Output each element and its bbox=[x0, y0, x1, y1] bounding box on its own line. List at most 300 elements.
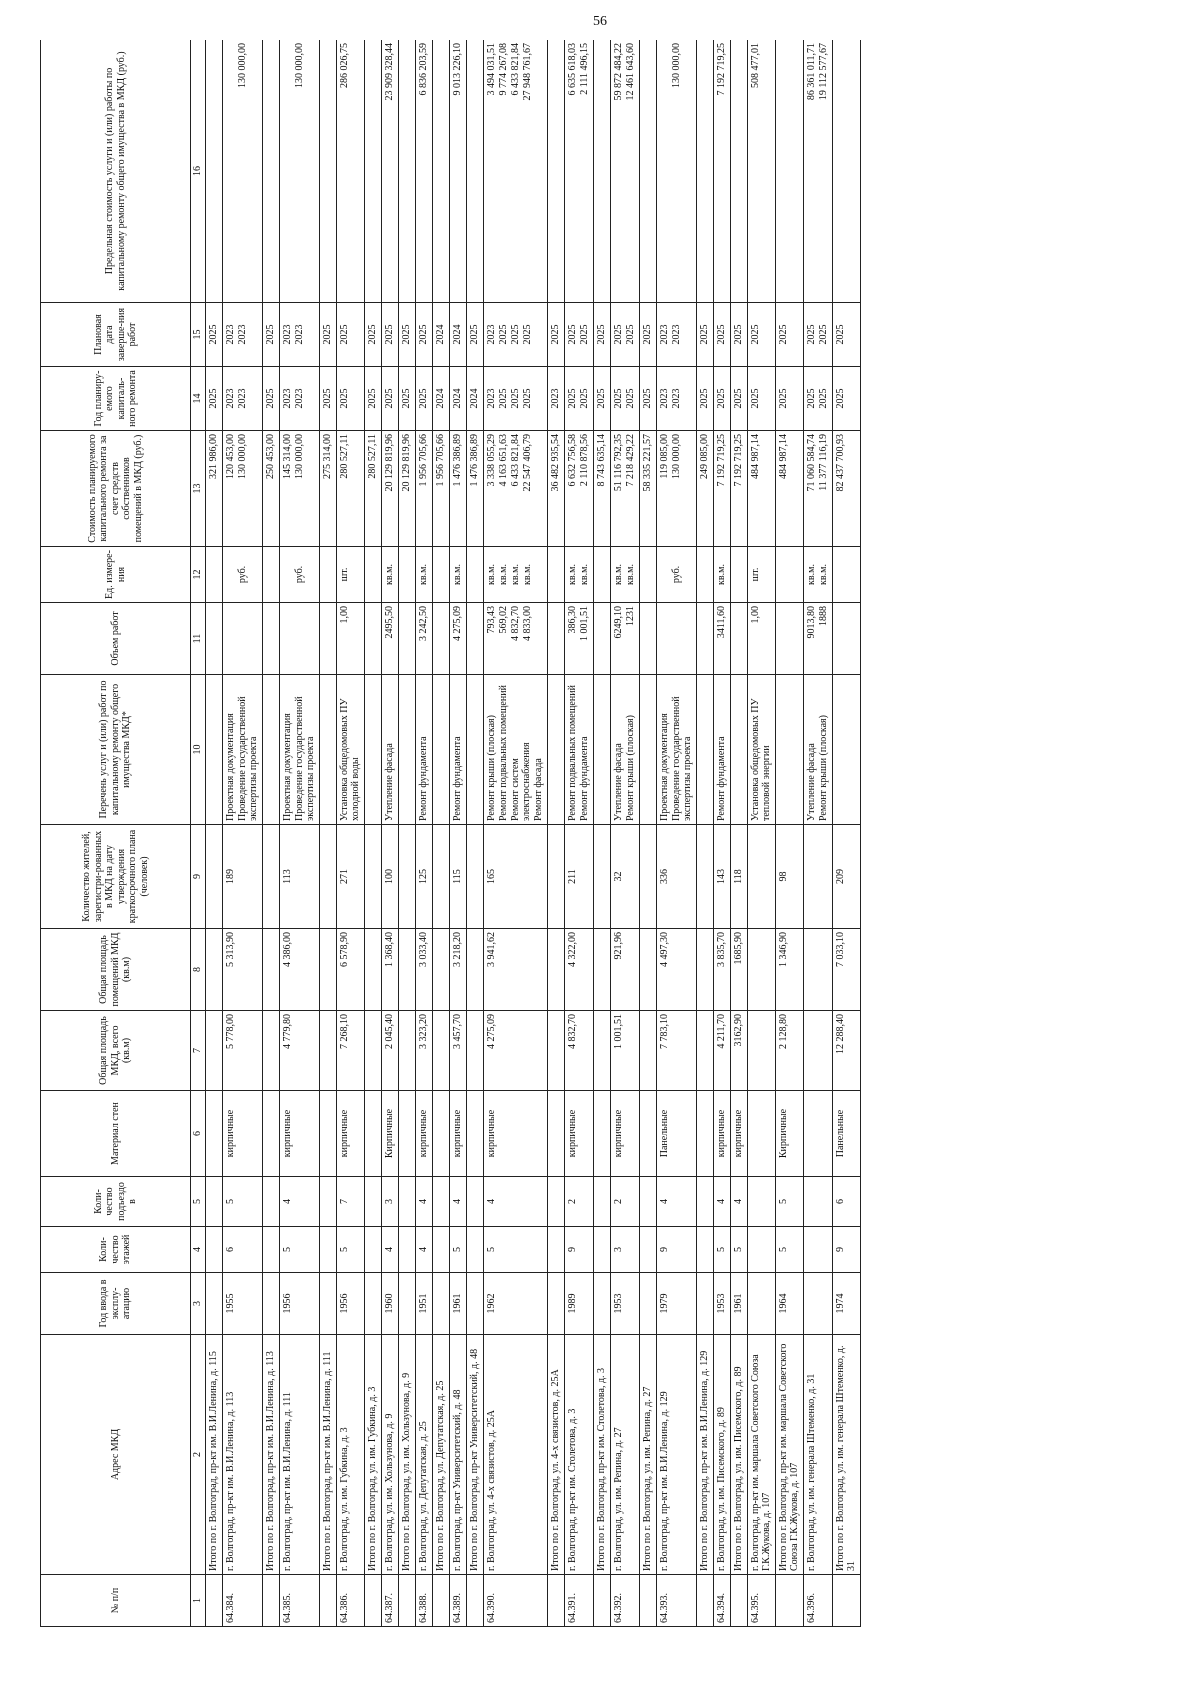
cost-cell-line: 20 129 819,96 bbox=[400, 434, 412, 492]
total-area-cell: 4 211,70 bbox=[713, 1011, 730, 1091]
unit-cell bbox=[466, 547, 483, 603]
header-cell: Перечень услуг и (или) работ по капитальному ремонту общего имущества МКД* bbox=[41, 675, 191, 825]
floors-cell: 4 bbox=[415, 1227, 432, 1273]
table-row bbox=[319, 40, 336, 1627]
floors-cell: 5 bbox=[483, 1227, 547, 1273]
unit-cell bbox=[639, 547, 656, 603]
floors-cell: 5 bbox=[713, 1227, 730, 1273]
planned-date-cell bbox=[610, 303, 639, 367]
table-row bbox=[775, 40, 803, 1627]
planned-date-cell bbox=[381, 303, 398, 367]
column-index: 14 bbox=[191, 367, 206, 431]
repair-year-cell-line: 2025 bbox=[834, 388, 846, 409]
cost-cell bbox=[205, 431, 222, 547]
year-built-cell: 1974 bbox=[832, 1273, 860, 1335]
volume-cell-line: 1231 bbox=[624, 606, 636, 626]
unit-cell bbox=[713, 547, 730, 603]
planned-date-cell-line: 2025 bbox=[566, 324, 578, 345]
volume-cell bbox=[415, 603, 432, 675]
floors-cell bbox=[466, 1227, 483, 1273]
year-built-cell bbox=[747, 1273, 775, 1335]
repair-year-cell bbox=[319, 367, 336, 431]
table-row bbox=[610, 40, 639, 1627]
premises-area-cell bbox=[319, 929, 336, 1011]
entrances-cell bbox=[205, 1177, 222, 1227]
year-built-cell bbox=[432, 1273, 449, 1335]
works-cell bbox=[610, 675, 639, 825]
entrances-cell: 4 bbox=[483, 1177, 547, 1227]
volume-cell bbox=[319, 603, 336, 675]
entrances-cell bbox=[466, 1177, 483, 1227]
entrances-cell: 2 bbox=[564, 1177, 593, 1227]
repair-year-cell-line: 2025 bbox=[566, 388, 578, 409]
premises-area-cell bbox=[639, 929, 656, 1011]
limit-cost-cell-line: 286 026,75 bbox=[338, 43, 350, 88]
repair-year-cell bbox=[364, 367, 381, 431]
works-cell bbox=[262, 675, 279, 825]
limit-cost-cell-line: 6 635 618,03 bbox=[566, 43, 578, 96]
row-number bbox=[696, 1575, 713, 1627]
limit-cost-cell bbox=[381, 40, 398, 303]
row-number: 64.390. bbox=[483, 1575, 547, 1627]
total-area-cell: 1 001,51 bbox=[610, 1011, 639, 1091]
volume-cell bbox=[432, 603, 449, 675]
repair-year-cell-line: 2024 bbox=[451, 388, 463, 409]
wall-material-cell bbox=[593, 1091, 610, 1177]
unit-cell-line: кв.м. bbox=[451, 564, 463, 585]
table-row bbox=[381, 40, 398, 1627]
limit-cost-cell bbox=[222, 40, 262, 303]
residents-cell: 189 bbox=[222, 825, 262, 929]
planned-date-cell-line: 2025 bbox=[321, 324, 333, 345]
planned-date-cell bbox=[364, 303, 381, 367]
repair-year-cell-line: 2025 bbox=[400, 388, 412, 409]
cost-cell-line: 8 743 635,14 bbox=[595, 434, 607, 487]
cost-cell-line: 2 110 878,56 bbox=[578, 434, 590, 487]
column-index: 10 bbox=[191, 675, 206, 825]
repair-year-cell bbox=[775, 367, 803, 431]
wall-material-cell bbox=[466, 1091, 483, 1177]
total-area-cell: 12 288,40 bbox=[832, 1011, 860, 1091]
works-cell-line: Ремонт систем электроснабжения bbox=[509, 742, 532, 821]
unit-cell bbox=[593, 547, 610, 603]
repair-year-cell-line: 2025 bbox=[578, 388, 590, 409]
table-row bbox=[656, 40, 696, 1627]
limit-cost-cell bbox=[432, 40, 449, 303]
volume-cell bbox=[747, 603, 775, 675]
planned-date-cell-line: 2025 bbox=[732, 324, 744, 345]
cost-cell bbox=[639, 431, 656, 547]
cost-cell-line: 130 000,00 bbox=[236, 434, 248, 479]
row-number bbox=[432, 1575, 449, 1627]
floors-cell: 5 bbox=[336, 1227, 364, 1273]
floors-cell: 5 bbox=[279, 1227, 319, 1273]
unit-cell bbox=[747, 547, 775, 603]
planned-date-cell-line: 2023 bbox=[224, 324, 236, 345]
repair-year-cell-line: 2023 bbox=[224, 388, 236, 409]
limit-cost-cell bbox=[398, 40, 415, 303]
header-cell: Объем работ bbox=[41, 603, 191, 675]
premises-area-cell bbox=[593, 929, 610, 1011]
premises-area-cell: 4 386,00 bbox=[279, 929, 319, 1011]
residents-cell bbox=[319, 825, 336, 929]
total-area-cell bbox=[593, 1011, 610, 1091]
address-cell: Итого по г. Волгоград, ул. им. Репина, д. 27 bbox=[639, 1335, 656, 1575]
volume-cell-line: 4 833,00 bbox=[521, 606, 533, 641]
cost-cell bbox=[432, 431, 449, 547]
planned-date-cell-line: 2025 bbox=[338, 324, 350, 345]
works-cell bbox=[483, 675, 547, 825]
repair-year-cell bbox=[593, 367, 610, 431]
residents-cell: 115 bbox=[449, 825, 466, 929]
cost-cell-line: 120 453,00 bbox=[224, 434, 236, 479]
repair-year-cell-line: 2025 bbox=[264, 388, 276, 409]
unit-cell bbox=[775, 547, 803, 603]
residents-cell: 98 bbox=[775, 825, 803, 929]
planned-date-cell bbox=[449, 303, 466, 367]
address-cell: г. Волгоград, ул. им. генерала Штеменко, д. 31 bbox=[803, 1335, 832, 1575]
limit-cost-cell-line: 2 111 496,15 bbox=[578, 43, 590, 95]
address-cell: г. Волгоград, пр-кт им. маршала Советского Союза Г.К.Жукова, д. 107 bbox=[747, 1335, 775, 1575]
limit-cost-cell-line bbox=[225, 43, 237, 299]
unit-cell-line: кв.м. bbox=[612, 564, 624, 585]
unit-cell bbox=[279, 547, 319, 603]
planned-date-cell bbox=[713, 303, 730, 367]
planned-date-cell-line: 2025 bbox=[698, 324, 710, 345]
planned-date-cell bbox=[547, 303, 564, 367]
volume-cell bbox=[364, 603, 381, 675]
table-row bbox=[205, 40, 222, 1627]
row-number: 64.395. bbox=[747, 1575, 775, 1627]
unit-cell bbox=[564, 547, 593, 603]
limit-cost-cell-line: 130 000,00 bbox=[236, 43, 248, 88]
wall-material-cell: кирпичные bbox=[336, 1091, 364, 1177]
works-cell-line: Ремонт фундамента bbox=[578, 736, 590, 821]
volume-cell bbox=[610, 603, 639, 675]
residents-cell: 211 bbox=[564, 825, 593, 929]
works-cell-line: Установка общедомовых ПУ тепловой энергии bbox=[749, 698, 772, 821]
unit-cell-line: кв.м. bbox=[383, 564, 395, 585]
entrances-cell: 2 bbox=[610, 1177, 639, 1227]
limit-cost-cell bbox=[547, 40, 564, 303]
total-area-cell: 2 045,40 bbox=[381, 1011, 398, 1091]
planned-date-cell-line: 2025 bbox=[264, 324, 276, 345]
residents-cell: 32 bbox=[610, 825, 639, 929]
repair-year-cell-line: 2025 bbox=[698, 388, 710, 409]
works-cell bbox=[381, 675, 398, 825]
planned-date-cell-line: 2025 bbox=[624, 324, 636, 345]
wall-material-cell bbox=[547, 1091, 564, 1177]
limit-cost-cell-line: 27 948 761,67 bbox=[521, 43, 533, 101]
floors-cell: 5 bbox=[730, 1227, 747, 1273]
works-cell bbox=[336, 675, 364, 825]
residents-cell bbox=[432, 825, 449, 929]
repair-year-cell bbox=[713, 367, 730, 431]
total-area-cell bbox=[319, 1011, 336, 1091]
volume-cell-line: 1 001,51 bbox=[578, 606, 590, 641]
table-row bbox=[564, 40, 593, 1627]
planned-date-cell-line: 2025 bbox=[805, 324, 817, 345]
wall-material-cell: кирпичные bbox=[730, 1091, 747, 1177]
cost-cell-line: 250 453,00 bbox=[264, 434, 276, 479]
header-cell: Ед. измере-ния bbox=[41, 547, 191, 603]
entrances-cell bbox=[696, 1177, 713, 1227]
repair-year-cell-line: 2025 bbox=[612, 388, 624, 409]
address-cell: Итого по г. Волгоград, пр-кт им. В.И.Ленина, д. 129 bbox=[696, 1335, 713, 1575]
table-row bbox=[730, 40, 747, 1627]
column-index: 5 bbox=[191, 1177, 206, 1227]
repair-year-cell bbox=[222, 367, 262, 431]
address-cell: г. Волгоград, ул. им. Губкина, д. 3 bbox=[336, 1335, 364, 1575]
repair-year-cell bbox=[832, 367, 860, 431]
volume-cell-line: 9013,80 bbox=[805, 606, 817, 639]
premises-area-cell: 3 033,40 bbox=[415, 929, 432, 1011]
residents-cell bbox=[398, 825, 415, 929]
table-row bbox=[336, 40, 364, 1627]
row-number: 64.394. bbox=[713, 1575, 730, 1627]
total-area-cell bbox=[803, 1011, 832, 1091]
unit-cell-line: кв.м. bbox=[715, 564, 727, 585]
address-cell: г. Волгоград, пр-кт им. В.И.Ленина, д. 129 bbox=[656, 1335, 696, 1575]
repair-year-cell-line: 2025 bbox=[624, 388, 636, 409]
cost-cell bbox=[832, 431, 860, 547]
planned-date-cell bbox=[730, 303, 747, 367]
repair-year-cell bbox=[449, 367, 466, 431]
volume-cell bbox=[713, 603, 730, 675]
table-row bbox=[713, 40, 730, 1627]
table-row bbox=[803, 40, 832, 1627]
unit-cell bbox=[262, 547, 279, 603]
volume-cell-line: 4 832,70 bbox=[509, 606, 521, 641]
works-cell bbox=[803, 675, 832, 825]
wall-material-cell: Кирпичные bbox=[775, 1091, 803, 1177]
works-cell-line: Ремонт подвальных помещений bbox=[566, 685, 578, 821]
row-number bbox=[775, 1575, 803, 1627]
unit-cell-line bbox=[225, 550, 237, 599]
limit-cost-cell-line: 7 192 719,25 bbox=[715, 43, 727, 96]
floors-cell: 3 bbox=[610, 1227, 639, 1273]
total-area-cell bbox=[205, 1011, 222, 1091]
premises-area-cell bbox=[205, 929, 222, 1011]
limit-cost-cell bbox=[466, 40, 483, 303]
unit-cell bbox=[730, 547, 747, 603]
residents-cell: 143 bbox=[713, 825, 730, 929]
row-number bbox=[364, 1575, 381, 1627]
volume-cell-line: 569,02 bbox=[497, 606, 509, 634]
column-index: 2 bbox=[191, 1335, 206, 1575]
planned-date-cell-line: 2025 bbox=[817, 324, 829, 345]
works-cell bbox=[656, 675, 696, 825]
table-row bbox=[364, 40, 381, 1627]
year-built-cell: 1989 bbox=[564, 1273, 593, 1335]
floors-cell bbox=[747, 1227, 775, 1273]
cost-cell bbox=[713, 431, 730, 547]
limit-cost-cell-line: 9 013 226,10 bbox=[451, 43, 463, 96]
premises-area-cell bbox=[803, 929, 832, 1011]
residents-cell: 125 bbox=[415, 825, 432, 929]
repair-year-cell-line: 2025 bbox=[383, 388, 395, 409]
total-area-cell: 3 457,70 bbox=[449, 1011, 466, 1091]
planned-date-cell-line: 2025 bbox=[715, 324, 727, 345]
header-cell: Год планиру-емого капиталь-ного ремонта bbox=[41, 367, 191, 431]
premises-area-cell bbox=[262, 929, 279, 1011]
limit-cost-cell bbox=[564, 40, 593, 303]
residents-cell: 271 bbox=[336, 825, 364, 929]
cost-cell bbox=[364, 431, 381, 547]
row-number bbox=[319, 1575, 336, 1627]
repair-year-cell-line: 2025 bbox=[497, 388, 509, 409]
wall-material-cell bbox=[205, 1091, 222, 1177]
repair-year-cell bbox=[656, 367, 696, 431]
limit-cost-cell-line: 130 000,00 bbox=[293, 43, 305, 88]
floors-cell: 9 bbox=[564, 1227, 593, 1273]
limit-cost-cell bbox=[205, 40, 222, 303]
planned-date-cell bbox=[656, 303, 696, 367]
volume-cell-line: 3 242,50 bbox=[417, 606, 429, 641]
works-cell bbox=[775, 675, 803, 825]
works-cell-line: Проведение государственной экспертизы проекта bbox=[293, 696, 316, 821]
wall-material-cell bbox=[364, 1091, 381, 1177]
wall-material-cell bbox=[319, 1091, 336, 1177]
wall-material-cell: кирпичные bbox=[483, 1091, 547, 1177]
works-cell bbox=[747, 675, 775, 825]
entrances-cell bbox=[803, 1177, 832, 1227]
entrances-cell bbox=[547, 1177, 564, 1227]
cost-cell-line: 145 314,00 bbox=[281, 434, 293, 479]
repair-year-cell-line: 2025 bbox=[777, 388, 789, 409]
limit-cost-cell bbox=[656, 40, 696, 303]
cost-cell-line: 1 476 386,89 bbox=[451, 434, 463, 487]
repair-year-cell bbox=[639, 367, 656, 431]
volume-cell-line: 6249,10 bbox=[612, 606, 624, 639]
cost-cell bbox=[398, 431, 415, 547]
floors-cell: 6 bbox=[222, 1227, 262, 1273]
repair-year-cell-line: 2025 bbox=[817, 388, 829, 409]
entrances-cell: 4 bbox=[415, 1177, 432, 1227]
cost-cell bbox=[279, 431, 319, 547]
table-row bbox=[398, 40, 415, 1627]
repair-year-cell bbox=[747, 367, 775, 431]
address-cell: г. Волгоград, пр-кт им. Столетова, д. 3 bbox=[564, 1335, 593, 1575]
premises-area-cell bbox=[547, 929, 564, 1011]
unit-cell-line bbox=[659, 550, 671, 599]
limit-cost-cell bbox=[747, 40, 775, 303]
floors-cell: 5 bbox=[775, 1227, 803, 1273]
total-area-cell: 7 268,10 bbox=[336, 1011, 364, 1091]
premises-area-cell bbox=[696, 929, 713, 1011]
address-cell: г. Волгоград, ул. им. Хользунова, д. 9 bbox=[381, 1335, 398, 1575]
premises-area-cell: 3 218,20 bbox=[449, 929, 466, 1011]
cost-cell bbox=[775, 431, 803, 547]
premises-area-cell bbox=[364, 929, 381, 1011]
cost-cell-line: 484 987,14 bbox=[749, 434, 761, 479]
address-cell: Итого по г. Волгоград, пр-кт им. Столетова, д. 3 bbox=[593, 1335, 610, 1575]
address-cell: г. Волгоград, ул. 4-х связистов, д. 25А bbox=[483, 1335, 547, 1575]
header-cell: Коли-чество подъездо в bbox=[41, 1177, 191, 1227]
floors-cell bbox=[319, 1227, 336, 1273]
repair-year-cell-line: 2024 bbox=[468, 388, 480, 409]
unit-cell bbox=[449, 547, 466, 603]
unit-cell bbox=[832, 547, 860, 603]
row-number: 64.387. bbox=[381, 1575, 398, 1627]
unit-cell-line: кв.м. bbox=[497, 564, 509, 585]
wall-material-cell: кирпичные bbox=[564, 1091, 593, 1177]
unit-cell-line: кв.м. bbox=[578, 564, 590, 585]
wall-material-cell: кирпичные bbox=[713, 1091, 730, 1177]
works-cell bbox=[205, 675, 222, 825]
residents-cell bbox=[262, 825, 279, 929]
planned-date-cell bbox=[466, 303, 483, 367]
unit-cell bbox=[803, 547, 832, 603]
unit-cell bbox=[319, 547, 336, 603]
entrances-cell bbox=[593, 1177, 610, 1227]
floors-cell: 9 bbox=[832, 1227, 860, 1273]
works-cell-line: Ремонт фундамента bbox=[715, 736, 727, 821]
total-area-cell: 3 323,20 bbox=[415, 1011, 432, 1091]
limit-cost-cell bbox=[364, 40, 381, 303]
cost-cell-line: 321 986,00 bbox=[207, 434, 219, 479]
table-row bbox=[449, 40, 466, 1627]
limit-cost-cell-line bbox=[282, 43, 294, 299]
planned-date-cell bbox=[205, 303, 222, 367]
column-index: 8 bbox=[191, 929, 206, 1011]
address-cell: Итого по г. Волгоград, ул. им. Хользунова, д. 9 bbox=[398, 1335, 415, 1575]
cost-cell-line: 119 085,00 bbox=[658, 434, 670, 479]
volume-cell bbox=[803, 603, 832, 675]
repair-year-cell bbox=[696, 367, 713, 431]
address-cell: Итого по г. Волгоград, пр-кт им. В.И.Ленина, д. 113 bbox=[262, 1335, 279, 1575]
planned-date-cell-line: 2023 bbox=[281, 324, 293, 345]
planned-date-cell-line: 2025 bbox=[612, 324, 624, 345]
cost-cell-line: 130 000,00 bbox=[293, 434, 305, 479]
unit-cell-line: шт. bbox=[749, 567, 761, 582]
floors-cell: 9 bbox=[656, 1227, 696, 1273]
repair-year-cell bbox=[205, 367, 222, 431]
floors-cell bbox=[803, 1227, 832, 1273]
table-row bbox=[696, 40, 713, 1627]
works-cell bbox=[319, 675, 336, 825]
planned-date-cell-line: 2025 bbox=[777, 324, 789, 345]
volume-cell bbox=[696, 603, 713, 675]
table-row bbox=[415, 40, 432, 1627]
repair-year-cell-line: 2024 bbox=[434, 388, 446, 409]
premises-area-cell: 921,96 bbox=[610, 929, 639, 1011]
premises-area-cell: 1 346,90 bbox=[775, 929, 803, 1011]
works-cell-line: Ремонт фундамента bbox=[417, 736, 429, 821]
cost-cell-line: 7 192 719,25 bbox=[715, 434, 727, 487]
volume-cell bbox=[593, 603, 610, 675]
row-number bbox=[547, 1575, 564, 1627]
year-built-cell bbox=[639, 1273, 656, 1335]
wall-material-cell: Панельные bbox=[832, 1091, 860, 1177]
premises-area-cell: 7 033,10 bbox=[832, 929, 860, 1011]
planned-date-cell-line: 2025 bbox=[509, 324, 521, 345]
repair-year-cell bbox=[564, 367, 593, 431]
year-built-cell bbox=[398, 1273, 415, 1335]
limit-cost-cell-line: 59 872 484,22 bbox=[612, 43, 624, 101]
header-cell: Адрес МКД bbox=[41, 1335, 191, 1575]
planned-date-cell-line: 2025 bbox=[400, 324, 412, 345]
year-built-cell bbox=[547, 1273, 564, 1335]
address-cell: Итого по г. Волгоград, ул. им. генерала Штеменко, д. 31 bbox=[832, 1335, 860, 1575]
works-cell bbox=[713, 675, 730, 825]
limit-cost-cell-line: 130 000,00 bbox=[670, 43, 682, 88]
unit-cell-line: шт. bbox=[338, 567, 350, 582]
volume-cell-line: 1,00 bbox=[338, 606, 350, 624]
volume-cell bbox=[279, 603, 319, 675]
repair-year-cell bbox=[547, 367, 564, 431]
entrances-cell bbox=[319, 1177, 336, 1227]
